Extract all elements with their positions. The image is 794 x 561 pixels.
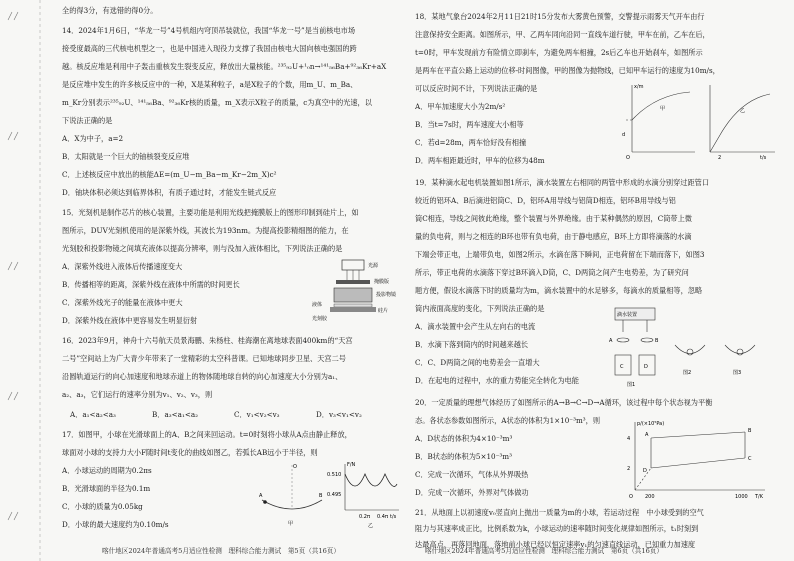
option-16b: B．a₃<a₁<a₂ [152,410,199,419]
option-20c: C．完成一次循环，气体从外界吸热 [415,470,529,479]
fig19-label: 图2 [683,370,692,376]
question-14: 14．2024年1月6日，“华龙一号”4号机组内穹顶吊装就位，我国“华龙一号”是当前核电市场 [62,26,356,35]
option-14c: C．上述核反应中放出的核能ΔE=(m_U−m_Ba−m_Kr−2m_X)c² [62,170,277,179]
fig17-label: 0.495 [327,492,342,498]
text-line: 筒C相连，导线之间彼此绝缘，整个装置与外界绝缘。由于某种偶然的原因，C筒带上微 [415,214,692,223]
fig20-label: A [645,432,649,438]
text-line: 下说法正确的是 [62,116,113,125]
text-line: 注意保持安全距离。如图所示，甲、乙两车同向沿同一直线车道行驶，甲车在前，乙车在后， [415,30,710,39]
page-footer: 喀什地区2024年普通高考5月适应性检测 理科综合能力测试 第5页（共16页） [102,547,340,555]
option-20a: A．D状态的体积为4×10⁻³m³ [415,434,513,443]
fig20-label: p/(×10⁵Pa) [637,421,665,427]
option-15c: C．深紫外线光子的能量在液体中更大 [62,298,183,307]
fig19-label: B [655,338,659,344]
fig15-label: 液体 [312,302,323,308]
fig17-label: 甲 [288,521,294,527]
option-17c: C．小球的质量为0.05kg [62,502,143,511]
fig20-label: 1000 [735,494,748,500]
text-line: t=0时，甲车发现前方有险情立即刹车，为避免两车相撞，2s后乙车也开始刹车，如图所示 [415,48,703,57]
option-19a: A．滴水装置中会产生从左向右的电流 [415,322,536,331]
text-line: 较近的铝环A、B后滴进铝筒C、D，铝环A用导线与铝筒D相连，铝环B用导线与铝 [415,196,676,205]
fig18-label: 乙 [740,108,746,114]
fig18-label: t/s [760,155,767,161]
option-14b: B．太阳就是一个巨大的铀核裂变反应堆 [62,152,190,161]
text-line: 二号”空间站上为广大青少年带来了一堂精彩的太空科普课。已知地球同步卫星、天宫二号 [62,354,346,363]
option-18c: C．若d=28m，两车恰好没有相撞 [415,138,527,147]
fig20-label: C [748,456,752,462]
fig17-label: 乙 [368,523,374,529]
question-18: 18．某地气象台2024年2月11日21时15分发布大雾黄色预警，交警提示雨雾天气开车由行 [415,12,705,21]
fig15-label: 光刻胶 [312,316,328,322]
fig19-label: 滴水装置 [617,312,638,318]
pressure-temperature-graph [615,418,775,503]
question-15: 15．光刻机是制作芯片的核心装置，主要功能是利用光线把掩膜版上的图形印制到硅片上，如 [62,208,359,217]
question-21: 21．从地面上以初速度v₀竖直向上抛出一质量为m的小球，若运动过程 中小球受到的空气 [415,508,704,517]
fig17-label: 0.510 [327,472,342,478]
option-16c: C．v₁<v₂<v₃ [234,410,280,419]
fig20-label: 2 [627,466,631,472]
option-18d: D．两车相距最近时，甲车的位移为48m [415,156,545,165]
option-19b: B．水滴下落到筒内的时间越来越长 [415,340,529,349]
option-15d: D．深紫外线在液体中更容易发生明显衍射 [62,316,198,325]
fig20-label: 4 [627,436,631,442]
text-line: 所示，带正电荷的水滴落下穿过B环滴入D筒，C、D两筒之间产生电势差，为了研究问 [415,268,689,277]
question-16: 16．2023年9月，神舟十六号航天员景海鹏、朱杨柱、桂海潮在离地球表面400km的“天宫 [62,336,353,345]
text-line: 光刻胶和投影物镜之间填充液体以提高分辨率，则与没加入液体相比，下列说法正确的是 [62,244,343,253]
text-line: 球面对小球的支持力大小F随时间t变化的曲线如图乙，若弧长AB远小于半径，则 [62,448,318,457]
fig17-label: t/s [390,514,397,520]
fig19-label: C [620,364,624,370]
text-line: 可以反应时间不计，下列说法正确的是 [415,84,538,93]
fig20-label: D [643,468,647,474]
drip-generator-figure [605,300,780,390]
fig15-label: 掩膜版 [374,279,390,285]
fig20-label: 200 [645,494,655,500]
text-line: 量的负电荷，则与之相连的B环也带有负电荷，由于静电感应，B环上方即将滴落的水滴 [415,232,692,241]
option-15a: A．深紫外线进入液体后传播速度变大 [62,262,183,271]
fig17-label: O [293,464,297,470]
text-line: m_Kr分别表示²³⁵₉₂U、¹⁴¹₅₆Ba、⁹²₃₆Kr核的质量，m_X表示X粒子的质量，c为真空中的光速，以 [62,98,372,107]
text-line: 接受度最高的三代核电机型之一，也是中国进入现役力支撑了我国由核电大国向核电强国的跨 [62,44,357,53]
fig19-label: D [644,364,648,370]
fig19-label: A [609,338,613,344]
text-line: 达最高点，再落回地面，落地前小球已经以恒定速率v₁的匀速直线运动，已知重力加速度 [415,540,696,549]
option-16d: D．v₃<v₁<v₂ [316,410,362,419]
option-16a: A．a₁<a₂<a₃ [70,410,116,419]
fig17-label: 0.4π [377,514,388,520]
fig15-label: 光源 [368,263,379,269]
option-18b: B．当t=7s时，两车速度大小相等 [415,120,524,129]
option-17a: A．小球运动的周期为0.2πs [62,466,152,475]
binding-margin [0,0,55,561]
option-17b: B．光滑球面的半径为0.1m [62,484,151,493]
text-line: 越。核反应堆是利用中子轰击重核发生裂变反应，释放出大量核能。²³⁵₉₂U+¹₀n→¹⁴¹₅₆Ba+⁹²₃₆Kr+aX [62,62,387,71]
option-14d: D．铀块体积必须达到临界体积，有质子通过时，才能发生链式反应 [62,188,277,197]
option-17d: D．小球的最大速度约为0.10m/s [62,520,169,529]
text-line: 沿圆轨道运行的向心加速度和地球赤道上的物体随地球自转的向心加速度大小分别为a₁、 [62,372,343,381]
fig19-label: 图1 [627,382,636,388]
option-19c: C．C、D两筒之间的电势差会一直增大 [415,358,540,367]
fig18-label: 2 [718,155,722,161]
question-17: 17．如图甲，小球在光滑球面上的A、B之间来回运动。t=0时刻将小球从A点由静止释放， [62,430,352,439]
text-line: 下端会带正电，上端带负电，如图2所示，水滴在落下瞬间，正电荷留在下端而落下，如图3 [415,250,705,259]
lithography-figure [312,258,402,328]
fig17-label: F/N [347,462,356,468]
right-column [415,0,787,561]
option-18a: A．甲车加速度大小为2m/s² [415,102,506,111]
question-20: 20．一定质量的理想气体经历了如图所示的A→B→C→D→A循环，该过程中每个状态视为平衡 [415,398,713,407]
fig17-label: B [319,493,323,499]
text-line: 是反应堆中发生的许多核反应中的一种，X是某种粒子，a是X粒子的个数，用m_U、m_Ba、 [62,80,358,89]
option-14a: A．X为中子，a=2 [62,134,124,143]
text-line: 筒内液面高度的变化，下列说法正确的是 [415,304,545,313]
text-line: 阻力与其速率成正比，比例系数为k，小球运动的速率随时间变化规律如图所示，t₁时刻到 [415,524,699,533]
option-20b: B．B状态的体积为5×10⁻³m³ [415,452,512,461]
fig17-label: 0.2π [359,514,370,520]
fig20-label: O [629,494,633,500]
text-line: 是两车在平直公路上运动的位移-时间图像，甲的图像为抛物线，已知甲车运行的速度为10m/s， [415,66,720,75]
option-19d: D．在起电的过程中，水的重力势能完全转化为电能 [415,376,579,385]
text-line: a₂、a₃，它们运行的速率分别为v₁、v₂、v₃，则 [62,390,213,399]
fig15-label: 硅片 [378,308,389,314]
text-line: 态。各状态参数如图所示，A状态的体积为1×10⁻³m³，则 [415,416,601,425]
fig18-label: O [626,155,630,161]
fig18-label: 甲 [660,106,666,112]
text-line: 全的得3分，有选错的得0分。 [62,6,158,15]
question-19: 19．某种滴水起电机装置如图1所示，滴水装置左右相同的两管中形成的水滴分别穿过距管口 [415,178,710,187]
fig18-label: x/m [634,84,644,90]
fig20-label: T/K [755,494,764,500]
fig18-label: d [622,132,626,138]
bowl-and-force-figure [257,460,402,530]
option-20d: D．完成一次循环，外界对气体做功 [415,488,529,497]
displacement-time-graph [620,80,780,165]
fig15-label: 投影物镜 [376,292,397,298]
text-line: 题方便，假设水滴落下时的质量均为m，滴水装置中的水足够多，每滴水的质量相等，忽略 [415,286,703,295]
option-15b: B．传播相等的距离，深紫外线在液体中所需的时间更长 [62,280,240,289]
fig17-label: A [259,493,263,499]
text-line: 图所示，DUV光刻机使用的是深紫外线，其波长为193nm。为提高投影精细图的能力，在 [62,226,349,235]
page-footer: 喀什地区2024年普通高考5月适应性检测 理科综合能力测试 第6页（共16页） [425,547,663,555]
fig20-label: B [748,428,752,434]
left-column [62,0,402,561]
fig19-label: 图3 [733,370,742,376]
